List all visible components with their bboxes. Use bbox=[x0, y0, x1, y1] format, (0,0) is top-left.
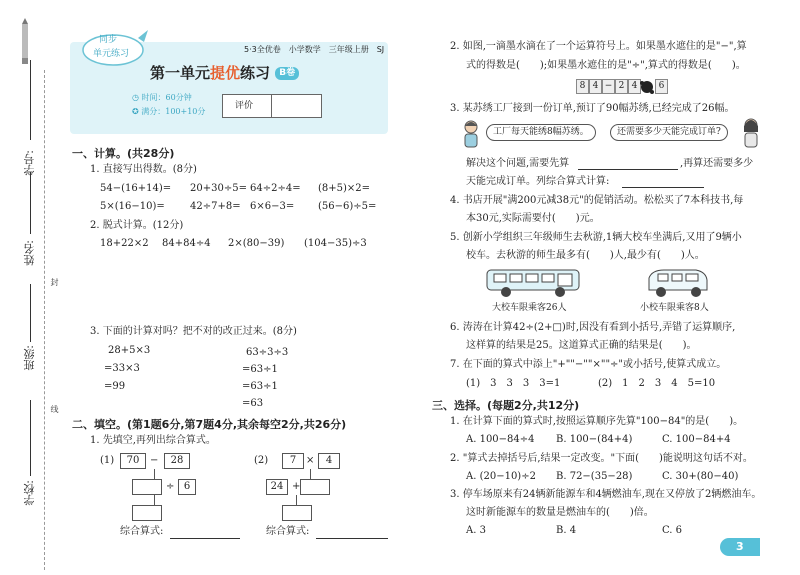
r-q3c: ,再算还需要多少 bbox=[680, 158, 754, 169]
d2-combo-line[interactable] bbox=[316, 538, 388, 539]
class-line[interactable] bbox=[30, 284, 31, 342]
s1-row1-1: 20+30÷5= bbox=[190, 183, 247, 194]
c2: 2. "算式去掉括号后,结果一定改变。"下面( )能说明这句话不对。 bbox=[450, 453, 753, 464]
c3-opt-a[interactable]: A. 3 bbox=[466, 525, 486, 536]
work-b-2: =63÷1 bbox=[242, 381, 278, 392]
name-label: 姓名: bbox=[23, 240, 36, 266]
s1-row3-2: 2×(80−39) bbox=[228, 238, 285, 249]
student-id-label: 学号: bbox=[23, 150, 36, 176]
d1-combo-line[interactable] bbox=[170, 538, 240, 539]
s1-row1-2: 64÷2÷4= bbox=[250, 183, 301, 194]
line-mark: 线 bbox=[50, 405, 59, 413]
badge-top-text: 同步 bbox=[99, 35, 118, 45]
ink-digit-3: 2 bbox=[615, 79, 628, 94]
s1-row1-0: 54−(16+14)= bbox=[100, 183, 172, 194]
work-b-0: 63÷3÷3 bbox=[246, 347, 289, 358]
ink-digit-4: 4 bbox=[628, 79, 641, 94]
student-id-line[interactable] bbox=[30, 60, 31, 140]
d2-connector-2 bbox=[296, 495, 297, 505]
work-a-2: =99 bbox=[104, 381, 126, 392]
speech-bubble-2: 还需要多少天能完成订单? bbox=[610, 124, 728, 141]
school-label: 学校: bbox=[23, 480, 36, 506]
class-label: 班级: bbox=[23, 345, 36, 371]
speech-bubble-1: 工厂每天能绣8幅苏绣。 bbox=[486, 124, 596, 141]
dashed-cut-line bbox=[44, 70, 45, 570]
c3a: 3. 停车场原来有24辆新能源车和4辆燃油车,现在又停放了2辆燃油车。 bbox=[450, 489, 762, 500]
name-line[interactable] bbox=[30, 172, 31, 234]
title-tag: B卷 bbox=[275, 67, 299, 80]
q3-blank-1[interactable] bbox=[578, 169, 678, 170]
ink-blot-icon bbox=[640, 79, 654, 93]
c2-opt-a[interactable]: A. (20−10)÷2 bbox=[466, 471, 536, 482]
q3-blank-2[interactable] bbox=[622, 187, 704, 188]
binding-margin bbox=[0, 0, 60, 575]
score-limit bbox=[132, 106, 205, 118]
s1-row2-3: (56−6)÷5= bbox=[318, 201, 377, 212]
d2-box-a: 7 bbox=[282, 453, 304, 469]
work-a-1: =33×3 bbox=[104, 363, 140, 374]
c1-opt-a[interactable]: A. 100−84÷4 bbox=[466, 434, 535, 445]
c1-opt-b[interactable]: B. 100−(84+4) bbox=[556, 434, 633, 445]
c3b: 这时新能源车的数量是燃油车的( )倍。 bbox=[466, 507, 654, 518]
page-title bbox=[150, 64, 299, 82]
big-bus-icon bbox=[486, 268, 582, 298]
score-text: 满分：100+10分 bbox=[141, 107, 206, 116]
page-number: 3 bbox=[736, 540, 744, 553]
c2-opt-b[interactable]: B. 72−(35−28) bbox=[556, 471, 633, 482]
r-q7-2: (2) 1 2 3 4 5=10 bbox=[598, 378, 716, 389]
d2-connector bbox=[310, 469, 311, 479]
d1-mid-op: ÷ bbox=[166, 481, 175, 492]
title-part1: 第一单元 bbox=[150, 64, 211, 82]
r-q2b: 式的得数是( );如果墨水遮住的是"÷",算式的得数是( )。 bbox=[466, 60, 746, 71]
ink-digit-0: 8 bbox=[576, 79, 589, 94]
ink-digit-5: 6 bbox=[655, 79, 668, 94]
d1-box-c: 6 bbox=[178, 479, 196, 495]
c1: 1. 在计算下面的算式时,按照运算顺序先算"100−84"的是( )。 bbox=[450, 416, 744, 427]
clock-icon: ◷ bbox=[132, 93, 139, 102]
s1-row3-0: 18+22×2 bbox=[100, 238, 149, 249]
r-q6a: 6. 涛涛在计算42÷(2+□)时,因没有看到小括号,弄错了运算顺序, bbox=[450, 322, 736, 333]
series-line: 5·3全优卷 小学数学 三年级上册 SJ bbox=[244, 45, 385, 54]
r-q5b: 校车。去秋游的师生最多有( )人,最少有( )人。 bbox=[466, 250, 705, 261]
d1-box-b: 28 bbox=[164, 453, 190, 469]
small-bus-caption: 小校车限乘客8人 bbox=[640, 303, 709, 313]
s1-q2: 2. 脱式计算。(12分) bbox=[90, 220, 184, 231]
grade-box[interactable] bbox=[222, 94, 322, 118]
section1-heading: 一、计算。(共28分) bbox=[72, 147, 175, 160]
star-icon: ✪ bbox=[132, 107, 139, 116]
small-bus-icon bbox=[646, 268, 710, 298]
ink-expression bbox=[576, 79, 676, 95]
work-a-0: 28+5×3 bbox=[108, 345, 151, 356]
c3-opt-b[interactable]: B. 4 bbox=[556, 525, 577, 536]
title-part3: 练习 bbox=[240, 64, 271, 82]
s1-row1-3: (8+5)×2= bbox=[318, 183, 371, 194]
time-limit bbox=[132, 92, 192, 104]
d2-box-c: 24 bbox=[266, 479, 288, 495]
r-q3a: 3. 某苏绣工厂接到一份订单,预订了90幅苏绣,已经完成了26幅。 bbox=[450, 103, 735, 114]
s2-q1: 1. 先填空,再列出综合算式。 bbox=[90, 435, 216, 446]
grade-divider bbox=[271, 95, 272, 117]
s1-q3: 3. 下面的计算对吗？把不对的改正过来。(8分) bbox=[90, 326, 297, 337]
d1-op: − bbox=[150, 455, 159, 466]
s1-row2-2: 6×6−3= bbox=[250, 201, 295, 212]
r-q7: 7. 在下面的算式中添上"+""−""×""÷"或小括号,使算式成立。 bbox=[450, 359, 727, 370]
d2-answer-box-2[interactable] bbox=[282, 505, 312, 521]
c1-opt-c[interactable]: C. 100−84+4 bbox=[662, 434, 731, 445]
grade-label: 评价 bbox=[235, 101, 254, 111]
d1-answer-box-1[interactable] bbox=[132, 479, 162, 495]
section2-heading: 二、填空。(第1题6分,第7题4分,其余每空2分,共26分) bbox=[72, 418, 347, 431]
r-q3d: 天能完成订单。列综合算式计算: bbox=[466, 176, 610, 187]
c3-opt-c[interactable]: C. 6 bbox=[662, 525, 683, 536]
s1-row3-3: (104−35)÷3 bbox=[304, 238, 367, 249]
r-q4a: 4. 书店开展"满200元减38元"的促销活动。松松买了7本科技书,每 bbox=[450, 195, 744, 206]
s1-q1: 1. 直接写出得数。(8分) bbox=[90, 164, 197, 175]
ink-digit-1: 4 bbox=[589, 79, 602, 94]
d1-combo-label: 综合算式: bbox=[120, 526, 164, 537]
unit-badge bbox=[80, 28, 150, 68]
d2-answer-box-1[interactable] bbox=[300, 479, 330, 495]
title-highlight: 提优 bbox=[210, 64, 241, 82]
r-q3b: 解决这个问题,需要先算 bbox=[466, 158, 570, 169]
r-q5a: 5. 创新小学组织三年级师生去秋游,1辆大校车坐满后,又用了9辆小 bbox=[450, 232, 742, 243]
girl-figure-icon bbox=[460, 120, 482, 148]
d2-combo-label: 综合算式: bbox=[266, 526, 310, 537]
time-text: 时间：60分钟 bbox=[141, 93, 192, 102]
r-q7-1: (1) 3 3 3 3=1 bbox=[466, 378, 561, 389]
pencil-icon bbox=[22, 18, 28, 64]
badge-bottom-text: 单元练习 bbox=[93, 49, 130, 59]
diagram1-label: (1) bbox=[100, 455, 115, 466]
work-b-3: =63 bbox=[242, 398, 264, 409]
s1-row2-1: 42÷7+8= bbox=[190, 201, 241, 212]
d2-mid-op: + bbox=[292, 481, 301, 492]
s1-row2-0: 5×(16−10)= bbox=[100, 201, 165, 212]
page-number-tab bbox=[720, 538, 760, 556]
d1-connector bbox=[154, 469, 155, 479]
ink-digit-2: − bbox=[602, 79, 615, 94]
boy-figure-icon bbox=[740, 118, 762, 148]
d1-answer-box-2[interactable] bbox=[132, 505, 162, 521]
r-q2a: 2. 如图,一滴墨水滴在了一个运算符号上。如果墨水遮住的是"−",算 bbox=[450, 41, 747, 52]
d2-box-b: 4 bbox=[318, 453, 340, 469]
d2-op: × bbox=[306, 455, 315, 466]
s1-row3-1: 84+84÷4 bbox=[162, 238, 211, 249]
r-q6b: 这样算的结果是25。这道算式正确的结果是( )。 bbox=[466, 340, 697, 351]
big-bus-caption: 大校车限乘客26人 bbox=[492, 303, 567, 313]
work-b-1: =63÷1 bbox=[242, 364, 278, 375]
school-line[interactable] bbox=[30, 400, 31, 476]
seal-mark: 封 bbox=[50, 278, 59, 286]
diagram2-label: (2) bbox=[254, 455, 269, 466]
d1-box-a: 70 bbox=[120, 453, 146, 469]
d1-connector-2 bbox=[154, 495, 155, 505]
section3-heading: 三、选择。(每题2分,共12分) bbox=[432, 399, 580, 412]
c2-opt-c[interactable]: C. 30+(80−40) bbox=[662, 471, 739, 482]
r-q4b: 本30元,实际需要付( )元。 bbox=[466, 213, 600, 224]
